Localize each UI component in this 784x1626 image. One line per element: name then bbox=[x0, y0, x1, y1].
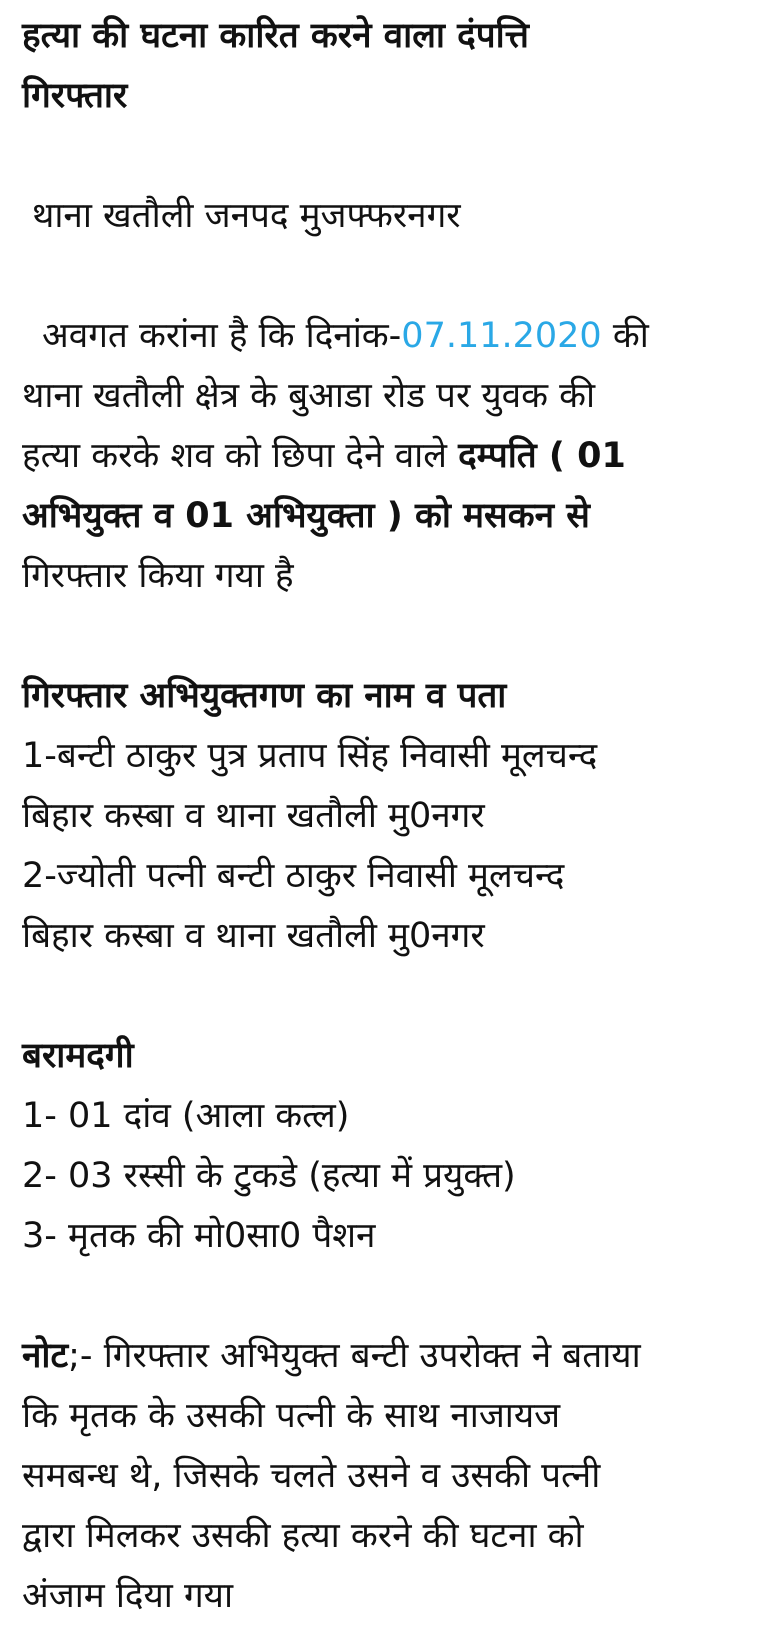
accused-line: बिहार कस्बा व थाना खतौली मु0नगर bbox=[22, 916, 485, 956]
intro-line-2: थाना खतौली क्षेत्र के बुआडा रोड पर युवक की bbox=[22, 376, 596, 416]
note-line-4: द्वारा मिलकर उसकी हत्या करने की घटना को bbox=[22, 1516, 584, 1556]
note-line-1 bbox=[22, 1326, 774, 1386]
headline-line-1: हत्या की घटना कारित करने वाला दंपत्ति bbox=[22, 16, 529, 56]
recovery-heading: बरामदगी bbox=[22, 1036, 134, 1076]
note-label: नोट bbox=[22, 1336, 69, 1376]
intro-text: अवगत करांना है कि दिनांक- bbox=[42, 316, 402, 356]
accused-line: बिहार कस्बा व थाना खतौली मु0नगर bbox=[22, 796, 485, 836]
note-text: ;- गिरफ्तार अभियुक्त बन्टी उपरोक्त ने बताया bbox=[68, 1336, 641, 1376]
police-station-line: थाना खतौली जनपद मुजफ्फरनगर bbox=[32, 196, 461, 236]
accused-line: 2-ज्योती पत्नी बन्टी ठाकुर निवासी मूलचन्द bbox=[22, 856, 565, 896]
spacer bbox=[22, 1266, 774, 1326]
spacer bbox=[22, 126, 774, 186]
date-link[interactable]: 07.11.2020 bbox=[401, 316, 602, 356]
intro-line-1 bbox=[22, 306, 774, 366]
intro-text: हत्या करके शव को छिपा देने वाले bbox=[22, 436, 459, 476]
accused-heading: गिरफ्तार अभियुक्तगण का नाम व पता bbox=[22, 676, 507, 716]
spacer bbox=[22, 606, 774, 666]
recovery-item: 1- 01 दांव (आला कत्ल) bbox=[22, 1096, 350, 1136]
spacer bbox=[22, 966, 774, 1026]
intro-line-3 bbox=[22, 426, 774, 486]
recovery-item: 3- मृतक की मो0सा0 पैशन bbox=[22, 1216, 376, 1256]
recovery-item: 2- 03 रस्सी के टुकडे (हत्या में प्रयुक्त) bbox=[22, 1156, 516, 1196]
intro-line-4: अभियुक्त व 01 अभियुक्ता ) को मसकन से bbox=[22, 496, 590, 536]
note-line-5: अंजाम दिया गया bbox=[22, 1576, 234, 1616]
news-document bbox=[22, 6, 774, 1626]
spacer bbox=[22, 246, 774, 306]
accused-line: 1-बन्टी ठाकुर पुत्र प्रताप सिंह निवासी मूलचन्द bbox=[22, 736, 598, 776]
intro-line-5: गिरफ्तार किया गया है bbox=[22, 556, 294, 596]
headline-line-2: गिरफ्तार bbox=[22, 76, 128, 116]
note-line-2: कि मृतक के उसकी पत्नी के साथ नाजायज bbox=[22, 1396, 561, 1436]
intro-bold-text: दम्पति ( 01 bbox=[458, 436, 626, 476]
intro-text: की bbox=[601, 316, 649, 356]
note-line-3: समबन्ध थे, जिसके चलते उसने व उसकी पत्नी bbox=[22, 1456, 601, 1496]
